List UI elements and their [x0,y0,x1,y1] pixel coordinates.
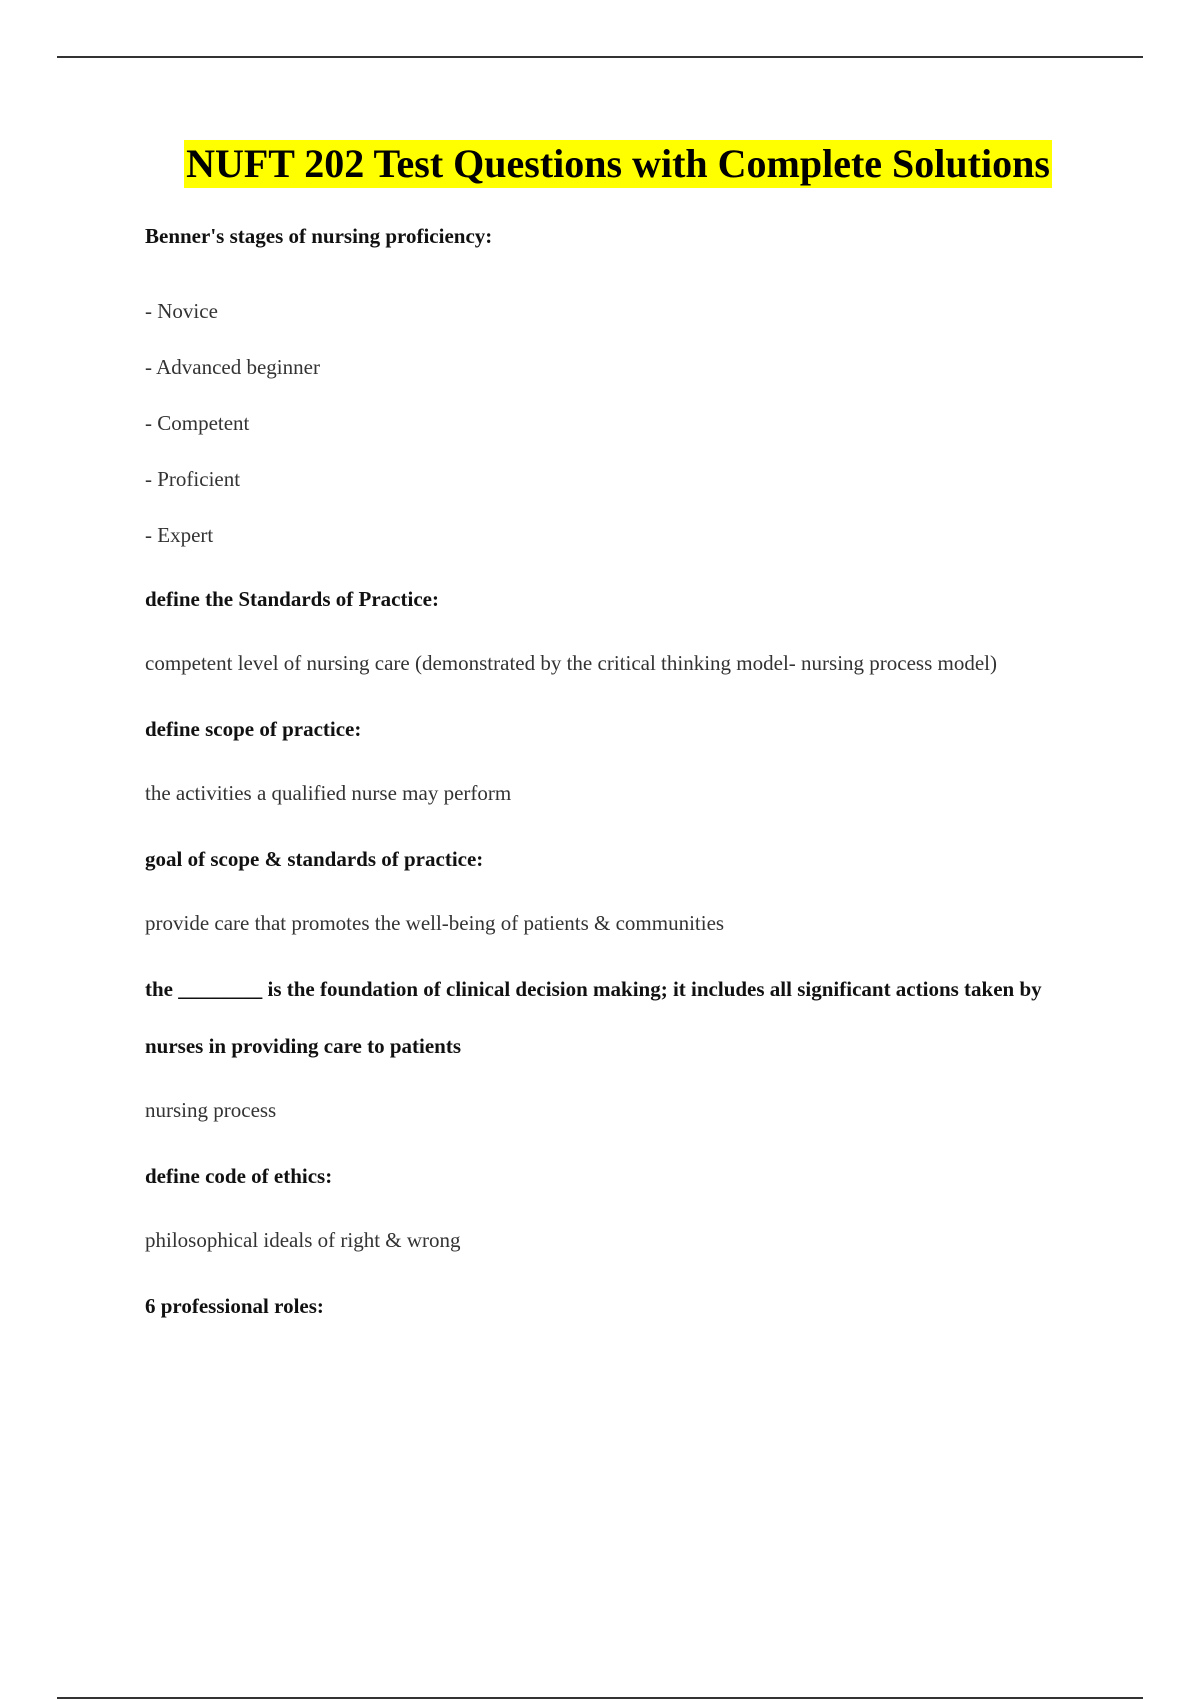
question-standards-of-practice: define the Standards of Practice: [145,587,439,611]
list-item: - Advanced beginner [145,355,320,379]
benner-stages-list [145,283,1095,563]
answer-goal-of-scope: provide care that promotes the well-being of patients & communities [145,911,725,935]
list-item: - Expert [145,523,214,547]
answer-code-of-ethics: philosophical ideals of right & wrong [145,1228,461,1252]
bottom-rule [57,1697,1143,1699]
question-scope-of-practice: define scope of practice: [145,717,362,741]
answer-standards-of-practice: competent level of nursing care (demonstrated by the critical thinking model- nursing process model) [145,651,997,675]
question-code-of-ethics: define code of ethics: [145,1164,333,1188]
document-body [145,140,1095,1335]
question-nursing-process: the ________ is the foundation of clinical decision making; it includes all significant actions taken by nurses in providing care to patients [145,977,1042,1058]
answer-scope-of-practice: the activities a qualified nurse may perform [145,781,512,805]
list-item: - Proficient [145,467,241,491]
list-item: - Competent [145,411,250,435]
top-rule [57,56,1143,58]
answer-nursing-process: nursing process [145,1098,277,1122]
document-title: NUFT 202 Test Questions with Complete Solutions [186,141,1050,186]
list-item: - Novice [145,299,218,323]
title-block [145,140,1095,188]
question-professional-roles: 6 professional roles: [145,1294,324,1318]
question-goal-of-scope: goal of scope & standards of practice: [145,847,484,871]
question-benner-stages: Benner's stages of nursing proficiency: [145,224,493,248]
